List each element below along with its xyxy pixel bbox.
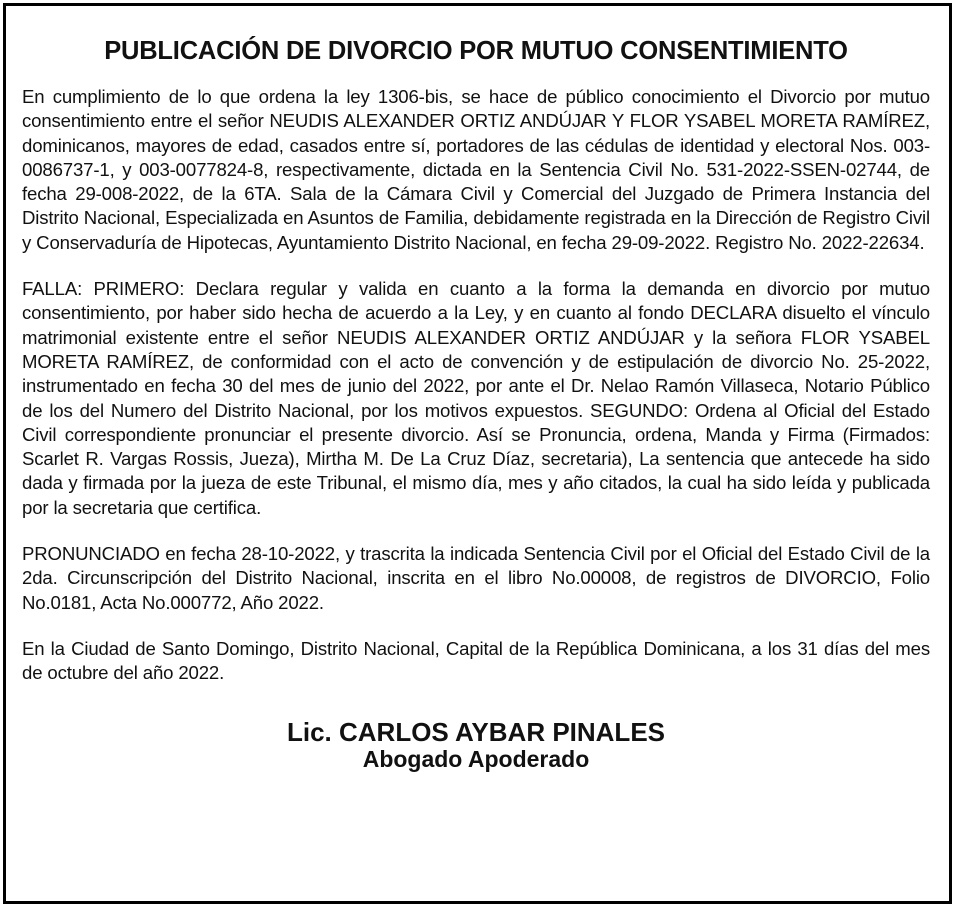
signature-name: Lic. CARLOS AYBAR PINALES [286,716,665,747]
notice-content [22,36,930,772]
signature-role: Abogado Apoderado [362,745,590,772]
paragraph-falla: FALLA: PRIMERO: Declara regular y valida en cuanto a la forma la demanda en divorcio por mutuo consentimiento, por haber sido hecha de acuerdo a la Ley, y en cuanto al fondo DECLARA disuelto el vínculo matrimonial existente entre el señor NEUDIS ALEXANDER ORTIZ ANDÚJAR y la señora FLOR YSABEL MORETA RAMÍREZ, de conformidad con el acto de convención y de estipulación de divorcio No. 25-2022, instrumentado en fecha 30 del mes de junio del 2022, por ante el Dr. Nelao Ramón Villaseca, Notario Público de los del Numero del Distrito Nacional, por los motivos expuestos. SEGUNDO: Ordena al Oficial del Estado Civil correspondiente pronunciar el presente divorcio. Así se Pronuncia, ordena, Manda y Firma (Firmados: Scarlet R. Vargas Rossis, Jueza), Mirtha M. De La Cruz Díaz, secretaria), La sentencia que antecede ha sido dada y firmada por la jueza de este Tribunal, el mismo día, mes y año citados, la cual ha sido leída y publicada por la secretaria que certifica. [22,278,930,518]
notice-title: PUBLICACIÓN DE DIVORCIO POR MUTUO CONSENTIMIENTO [104,37,848,65]
paragraph-closing: En la Ciudad de Santo Domingo, Distrito Nacional, Capital de la República Dominicana, a los 31 días del mes de octubre del año 2022. [22,637,930,684]
paragraph-intro: En cumplimiento de lo que ordena la ley 1306-bis, se hace de público conocimiento el Divorcio por mutuo consentimiento entre el señor NEUDIS ALEXANDER ORTIZ ANDÚJAR Y FLOR YSABEL MORETA RAMÍREZ, dominicanos, mayores de edad, casados entre sí, portadores de las cédulas de identidad y electoral Nos. 003-0086737-1, y 003-0077824-8, respectivamente, dictada en la Sentencia Civil No. 531-2022-SSEN-02744, de fecha 29-008-2022, de la 6TA. Sala de la Cámara Civil y Comercial del Juzgado de Primera Instancia del Distrito Nacional, Especializada en Asuntos de Familia, debidamente registrada en la Dirección de Registro Civil y Conservaduría de Hipotecas, Ayuntamiento Distrito Nacional, en fecha 29-09-2022. Registro No. 2022-22634. [22,86,930,253]
paragraph-pronunciado: PRONUNCIADO en fecha 28-10-2022, y trascrita la indicada Sentencia Civil por el Oficial del Estado Civil de la 2da. Circunscripción del Distrito Nacional, inscrita en el libro No.00008, de registros de DIVORCIO, Folio No.0181, Acta No.000772, Año 2022. [22,543,930,613]
notice-frame [3,3,952,904]
